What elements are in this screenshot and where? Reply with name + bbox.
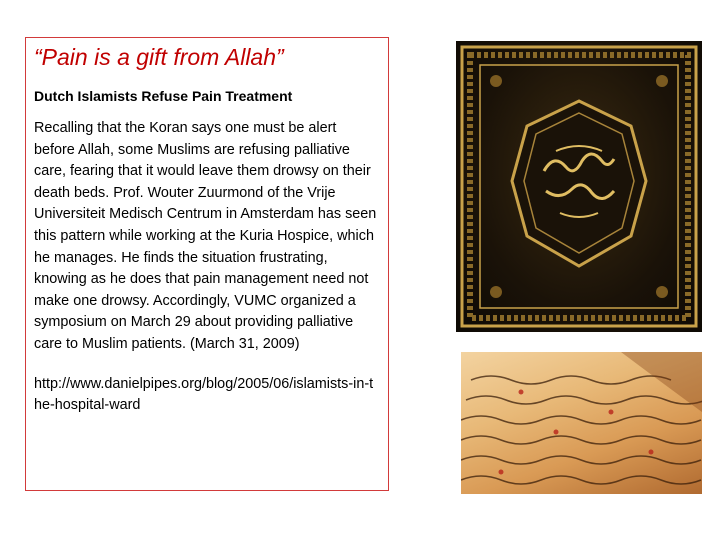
manuscript-script-icon (461, 352, 702, 494)
article-headline: Dutch Islamists Refuse Pain Treatment (34, 88, 293, 104)
article-text-box (25, 37, 389, 491)
quran-pages-photo (461, 352, 702, 494)
quran-cover-ornament-icon (456, 41, 702, 332)
quran-cover-photo (456, 41, 702, 332)
source-link[interactable]: http://www.danielpipes.org/blog/2005/06/islamists-in-the-hospital-ward (34, 375, 374, 414)
article-body: Recalling that the Koran says one must be alert before Allah, some Muslims are refusing palliative care, fearing that it would leave them drowsy on their death beds. Prof. Wouter Zuurmond of the Vrije Universiteit Medisch Centrum in Amsterdam has seen this pattern while working at the Kuria Hospice, which he manages. He finds the situation frustrating, knowing as he does that pain management need not make one drowsy. Accordingly, VUMC organized a symposium on March 29 about providing palliative care to Muslim patients. (March 31, 2009) (34, 120, 377, 352)
slide-title: “Pain is a gift from Allah” (34, 44, 284, 70)
